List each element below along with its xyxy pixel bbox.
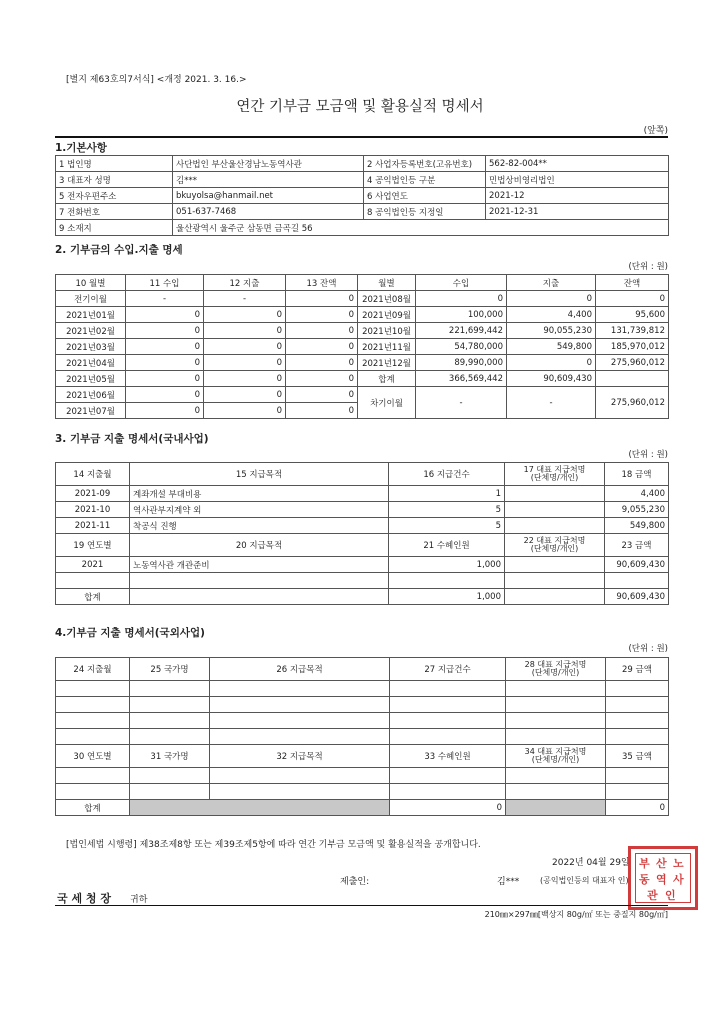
- month-cell: 2021년02월: [56, 323, 126, 339]
- section-1-heading: 1.기본사항: [55, 142, 107, 154]
- count-cell: 5: [389, 502, 505, 518]
- balance-cell: 0: [286, 355, 358, 371]
- balance-cell: 0: [286, 339, 358, 355]
- month-row: [56, 371, 669, 387]
- total-amount: 90,609,430: [605, 589, 669, 605]
- column-header: 27 지급건수: [390, 658, 506, 681]
- column-header: 26 지급목적: [210, 658, 390, 681]
- header-row: [56, 534, 669, 557]
- payee-cell: [505, 557, 605, 573]
- table-cell: [506, 681, 606, 697]
- table-cell: [390, 697, 506, 713]
- expense-cell: 4,400: [507, 307, 596, 323]
- count-cell: 1: [389, 486, 505, 502]
- balance-cell: 0: [286, 291, 358, 307]
- page-title: 연간 기부금 모금액 및 활용실적 명세서: [236, 99, 484, 115]
- purpose-cell: 노동역사관 개관준비: [130, 557, 389, 573]
- balance-cell: 0: [286, 387, 358, 403]
- table-cell: [506, 697, 606, 713]
- field-label: 5 전자우편주소: [56, 188, 173, 204]
- year-cell: 2021: [56, 557, 130, 573]
- shaded-cell: [506, 800, 606, 816]
- field-value: 562-82-004**: [486, 156, 669, 172]
- column-header: 25 국가명: [130, 658, 210, 681]
- expense-cell: 0: [204, 355, 286, 371]
- table-cell: [130, 729, 210, 745]
- income-cell: 0: [126, 403, 204, 419]
- month-cell: 2021년08월: [358, 291, 416, 307]
- column-header: 23 금액: [605, 534, 669, 557]
- income-cell: 0: [126, 339, 204, 355]
- field-value: 김***: [173, 172, 364, 188]
- month-cell: 2021년03월: [56, 339, 126, 355]
- balance-cell: 95,600: [596, 307, 669, 323]
- amount-cell: 90,609,430: [605, 557, 669, 573]
- table-cell: [606, 713, 669, 729]
- table-cell: [506, 768, 606, 784]
- table-cell: [56, 768, 130, 784]
- overseas-expense-table: [55, 657, 669, 816]
- table-cell: [130, 697, 210, 713]
- month-row: [56, 323, 669, 339]
- section-2-unit: (단위 : 원): [628, 262, 668, 272]
- month-cell: 2021년04월: [56, 355, 126, 371]
- table-cell: [56, 784, 130, 800]
- column-header: 28 대표 지급처명 (단체명/개인): [506, 658, 606, 681]
- income-cell: 366,569,442: [416, 371, 507, 387]
- total-row: [56, 800, 669, 816]
- empty-row: [56, 697, 669, 713]
- expense-cell: -: [204, 291, 286, 307]
- header-row: [56, 745, 669, 768]
- purpose-cell: [130, 573, 389, 589]
- column-header: 29 금액: [606, 658, 669, 681]
- table-cell: [606, 697, 669, 713]
- section-4-unit: (단위 : 원): [628, 644, 668, 654]
- empty-row: [56, 784, 669, 800]
- field-label: 1 법인명: [56, 156, 173, 172]
- submitter-label: 제출인:: [340, 877, 370, 887]
- month-row: [56, 291, 669, 307]
- empty-row: [56, 768, 669, 784]
- income-cell: 0: [416, 291, 507, 307]
- expense-row: [56, 573, 669, 589]
- column-header: 31 국가명: [130, 745, 210, 768]
- column-header: 34 대표 지급처명 (단체명/개인): [506, 745, 606, 768]
- table-cell: [210, 784, 390, 800]
- amount-cell: 549,800: [605, 518, 669, 534]
- recipient-suffix: 귀하: [130, 895, 148, 905]
- balance-cell: 0: [286, 403, 358, 419]
- expense-row: [56, 486, 669, 502]
- balance-cell: 0: [286, 307, 358, 323]
- amount-cell: [605, 573, 669, 589]
- carry-over-label: 차기이월: [358, 387, 416, 419]
- field-label: 8 공익법인등 지정일: [364, 204, 486, 220]
- month-cell: 2021년01월: [56, 307, 126, 323]
- balance-cell: 185,970,012: [596, 339, 669, 355]
- column-header: 24 지출월: [56, 658, 130, 681]
- total-count: 1,000: [389, 589, 505, 605]
- income-cell: 100,000: [416, 307, 507, 323]
- field-label: 3 대표자 성명: [56, 172, 173, 188]
- count-cell: 1,000: [389, 557, 505, 573]
- table-cell: [606, 768, 669, 784]
- income-expense-table: [55, 274, 669, 419]
- month-cell: 2021년11월: [358, 339, 416, 355]
- column-header: 17 대표 지급처명 (단체명/개인): [505, 463, 605, 486]
- table-cell: [130, 589, 389, 605]
- column-header: 33 수혜인원: [390, 745, 506, 768]
- column-header: 14 지출월: [56, 463, 130, 486]
- table-cell: [56, 713, 130, 729]
- expense-row: [56, 518, 669, 534]
- income-cell: 54,780,000: [416, 339, 507, 355]
- table-cell: [210, 713, 390, 729]
- month-row: [56, 387, 669, 403]
- expense-cell: 0: [204, 403, 286, 419]
- table-cell: [210, 697, 390, 713]
- column-header: 13 잔액: [286, 275, 358, 291]
- month-cell: 합계: [358, 371, 416, 387]
- basic-info-row: [56, 172, 669, 188]
- table-cell: [506, 784, 606, 800]
- submit-date: 2022년 04월 29일: [552, 858, 630, 868]
- month-cell: 2021년07월: [56, 403, 126, 419]
- balance-cell: 275,960,012: [596, 355, 669, 371]
- table-cell: [390, 729, 506, 745]
- empty-row: [56, 681, 669, 697]
- column-header: 월별: [358, 275, 416, 291]
- section-3-unit: (단위 : 원): [628, 450, 668, 460]
- table-cell: [210, 768, 390, 784]
- purpose-cell: 역사관부지계약 외: [130, 502, 389, 518]
- section-2-heading: 2. 기부금의 수입.지출 명세: [55, 244, 183, 256]
- carry-over-balance: 275,960,012: [596, 387, 669, 419]
- column-header: 15 지급목적: [130, 463, 389, 486]
- month-row: [56, 339, 669, 355]
- expense-cell: 90,609,430: [507, 371, 596, 387]
- income-cell: -: [126, 291, 204, 307]
- table-cell: [210, 681, 390, 697]
- total-amount: 0: [606, 800, 669, 816]
- column-header: 22 대표 지급처명 (단체명/개인): [505, 534, 605, 557]
- expense-cell: 0: [507, 291, 596, 307]
- month-cell: 2021-10: [56, 502, 130, 518]
- expense-cell: 0: [507, 355, 596, 371]
- income-cell: 0: [126, 323, 204, 339]
- table-cell: [130, 681, 210, 697]
- field-label: 4 공익법인등 구분: [364, 172, 486, 188]
- table-cell: [506, 729, 606, 745]
- amount-cell: 4,400: [605, 486, 669, 502]
- month-cell: 2021년05월: [56, 371, 126, 387]
- table-cell: [56, 681, 130, 697]
- expense-cell: -: [507, 387, 596, 419]
- balance-cell: 131,739,812: [596, 323, 669, 339]
- official-seal: 부 산 노 동 역 사 관 인: [628, 846, 698, 910]
- expense-cell: 0: [204, 387, 286, 403]
- expense-cell: 0: [204, 307, 286, 323]
- paper-spec: 210㎜×297㎜[백상지 80g/㎡ 또는 중질지 80g/㎡]: [484, 910, 668, 919]
- table-cell: [130, 768, 210, 784]
- table-cell: [390, 784, 506, 800]
- expense-cell: 0: [204, 339, 286, 355]
- law-statement: [법인세법 시행령] 제38조제8항 또는 제39조제5항에 따라 연간 기부금 모금액 및 활용실적을 공개합니다.: [66, 840, 481, 850]
- total-count: 0: [390, 800, 506, 816]
- field-value: 051-637-7468: [173, 204, 364, 220]
- table-cell: [390, 768, 506, 784]
- month-cell: 2021-11: [56, 518, 130, 534]
- expense-cell: 0: [204, 371, 286, 387]
- balance-cell: [596, 371, 669, 387]
- column-header: 32 지급목적: [210, 745, 390, 768]
- month-cell: 2021년09월: [358, 307, 416, 323]
- column-header: 수입: [416, 275, 507, 291]
- domestic-expense-table: [55, 462, 669, 605]
- month-row: [56, 307, 669, 323]
- table-cell: [606, 729, 669, 745]
- address-label: 9 소재지: [56, 220, 173, 236]
- total-label: 합계: [56, 589, 130, 605]
- month-row: [56, 355, 669, 371]
- field-value: 2021-12-31: [486, 204, 669, 220]
- total-label: 합계: [56, 800, 130, 816]
- basic-info-row: [56, 156, 669, 172]
- balance-cell: 0: [286, 371, 358, 387]
- payee-cell: [505, 573, 605, 589]
- field-value: 2021-12: [486, 188, 669, 204]
- header-row: [56, 463, 669, 486]
- header-row: [56, 658, 669, 681]
- recipient: 국 세 청 장: [57, 892, 111, 905]
- empty-row: [56, 713, 669, 729]
- seal-note: (공익법인등의 대표자 인): [540, 876, 629, 885]
- balance-cell: 0: [286, 323, 358, 339]
- income-cell: 0: [126, 307, 204, 323]
- table-cell: [210, 729, 390, 745]
- basic-info-row: [56, 204, 669, 220]
- field-label: 2 사업자등록번호(고유번호): [364, 156, 486, 172]
- address-value: 울산광역시 울주군 삼동면 금곡길 56: [173, 220, 669, 236]
- table-cell: [130, 784, 210, 800]
- table-cell: [606, 784, 669, 800]
- payee-cell: [505, 502, 605, 518]
- expense-cell: 549,800: [507, 339, 596, 355]
- expense-row: [56, 557, 669, 573]
- column-header: 16 지급건수: [389, 463, 505, 486]
- field-label: 6 사업연도: [364, 188, 486, 204]
- payee-cell: [505, 486, 605, 502]
- field-label: 7 전화번호: [56, 204, 173, 220]
- column-header: 19 연도별: [56, 534, 130, 557]
- header-row: [56, 275, 669, 291]
- table-cell: [606, 681, 669, 697]
- purpose-cell: 계좌개설 부대비용: [130, 486, 389, 502]
- form-id: [별지 제63호의7서식] <개정 2021. 3. 16.>: [66, 75, 247, 85]
- income-cell: 0: [126, 371, 204, 387]
- month-cell: 2021년12월: [358, 355, 416, 371]
- field-value: bkuyolsa@hanmail.net: [173, 188, 364, 204]
- income-cell: 89,990,000: [416, 355, 507, 371]
- section-3-heading: 3. 기부금 지출 명세서(국내사업): [55, 433, 209, 445]
- year-cell: [56, 573, 130, 589]
- amount-cell: 9,055,230: [605, 502, 669, 518]
- month-cell: 전기이월: [56, 291, 126, 307]
- expense-row: [56, 502, 669, 518]
- column-header: 30 연도별: [56, 745, 130, 768]
- balance-cell: 0: [596, 291, 669, 307]
- income-cell: 0: [126, 355, 204, 371]
- column-header: 잔액: [596, 275, 669, 291]
- field-value: 사단법인 부산울산경남노동역사관: [173, 156, 364, 172]
- income-cell: 221,699,442: [416, 323, 507, 339]
- empty-row: [56, 729, 669, 745]
- column-header: 35 금액: [606, 745, 669, 768]
- income-cell: 0: [126, 387, 204, 403]
- expense-cell: 0: [204, 323, 286, 339]
- month-cell: 2021년06월: [56, 387, 126, 403]
- column-header: 11 수입: [126, 275, 204, 291]
- table-cell: [130, 713, 210, 729]
- month-cell: 2021-09: [56, 486, 130, 502]
- basic-info-table: [55, 155, 669, 236]
- column-header: 지출: [507, 275, 596, 291]
- table-cell: [505, 589, 605, 605]
- column-header: 20 지급목적: [130, 534, 389, 557]
- basic-info-row: [56, 188, 669, 204]
- shaded-cell: [130, 800, 390, 816]
- table-cell: [56, 729, 130, 745]
- expense-cell: 90,055,230: [507, 323, 596, 339]
- month-cell: 2021년10월: [358, 323, 416, 339]
- payee-cell: [505, 518, 605, 534]
- front-label: (앞쪽): [643, 126, 668, 136]
- table-cell: [506, 713, 606, 729]
- column-header: 21 수혜인원: [389, 534, 505, 557]
- field-value: 민법상비영리법인: [486, 172, 669, 188]
- column-header: 10 월별: [56, 275, 126, 291]
- column-header: 12 지출: [204, 275, 286, 291]
- section-4-heading: 4.기부금 지출 명세서(국외사업): [55, 627, 205, 639]
- table-cell: [390, 681, 506, 697]
- income-cell: -: [416, 387, 507, 419]
- total-row: [56, 589, 669, 605]
- count-cell: 5: [389, 518, 505, 534]
- submitter-name: 김***: [497, 877, 520, 887]
- column-header: 18 금액: [605, 463, 669, 486]
- count-cell: [389, 573, 505, 589]
- purpose-cell: 착공식 진행: [130, 518, 389, 534]
- table-cell: [56, 697, 130, 713]
- table-cell: [390, 713, 506, 729]
